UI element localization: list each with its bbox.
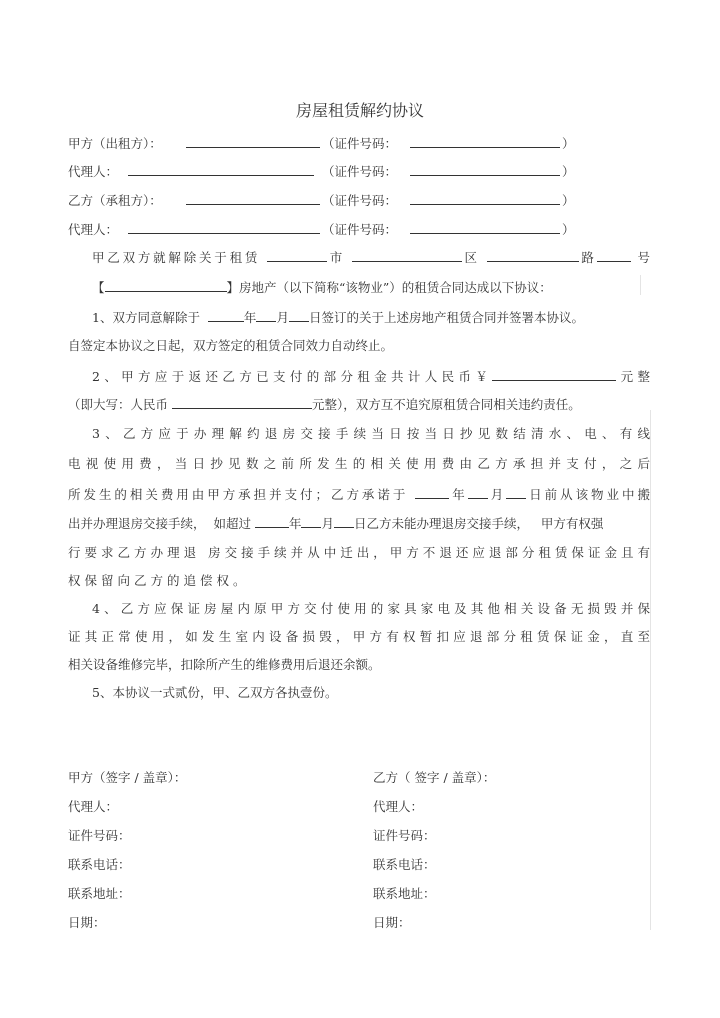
text: 甲乙双方就解除关于租赁 xyxy=(92,250,261,265)
road-field[interactable] xyxy=(487,248,579,262)
refund-amount-field[interactable] xyxy=(492,367,616,381)
text: 日前从该物业中搬 xyxy=(526,487,650,502)
month-field[interactable] xyxy=(301,514,321,528)
text: （即大写：人民币 xyxy=(68,397,169,412)
text: 年 xyxy=(288,516,302,531)
text: 日乙方未能办理退房交接手续， 甲方有权强 xyxy=(353,516,604,531)
agent-label: 代理人： xyxy=(373,799,424,814)
party-name-field[interactable] xyxy=(128,220,320,234)
text: 1、双方同意解除于 xyxy=(92,310,200,325)
day-field[interactable] xyxy=(506,485,526,499)
property-name-field[interactable] xyxy=(105,278,227,292)
id-label: （证件号码： xyxy=(322,164,398,179)
address-label: 联系地址： xyxy=(373,886,436,901)
date-label: 日期： xyxy=(373,915,411,930)
id-number-field[interactable] xyxy=(410,162,560,176)
party-name-field[interactable] xyxy=(186,134,320,148)
clause-5: 5、本协议一式贰份，甲、乙双方各执壹份。 xyxy=(92,685,338,700)
text: 月 xyxy=(321,516,334,531)
address-label: 联系地址： xyxy=(68,886,131,901)
month-field[interactable] xyxy=(468,485,488,499)
agent-label: 代理人： xyxy=(68,799,119,814)
id-number-field[interactable] xyxy=(410,191,560,205)
text: 月 xyxy=(276,310,289,325)
clause-3-line-2: 电视使用费，当日抄见数之前所发生的相关使用费由乙方承担并支付，之后 xyxy=(68,456,650,471)
clause-1-line-1 xyxy=(68,308,650,326)
party-label: 甲方（出租方）： xyxy=(68,136,162,151)
clause-3-line-5: 行要求乙方办理退 房交接手续并从中迁出，甲方不退还应退部分租赁保证金且有 xyxy=(68,545,650,560)
sign-seal-label: 甲方（签字 / 盖章）： xyxy=(68,770,187,785)
document-title: 房屋租赁解约协议 xyxy=(295,101,424,120)
margin-divider xyxy=(640,275,641,295)
district-field[interactable] xyxy=(352,248,462,262)
text: 市 xyxy=(326,250,345,265)
party-name-field[interactable] xyxy=(186,191,320,205)
text: 号 xyxy=(637,250,650,265)
clause-2-line-2 xyxy=(68,395,650,413)
close-paren: ） xyxy=(562,193,575,208)
id-number-field[interactable] xyxy=(410,134,560,148)
id-label: （证件号码： xyxy=(322,193,398,208)
city-field[interactable] xyxy=(267,248,327,262)
number-field[interactable] xyxy=(597,248,631,262)
text: 年 xyxy=(243,310,257,325)
clause-2-line-1 xyxy=(68,367,650,385)
phone-label: 联系电话： xyxy=(373,857,436,872)
text: 日签订的关于上述房地产租赁合同并签署本协议。 xyxy=(308,310,584,325)
party-label: 代理人： xyxy=(68,164,119,179)
year-field[interactable] xyxy=(415,485,449,499)
text: 路 xyxy=(578,250,597,265)
clause-3-line-4 xyxy=(68,514,650,532)
text: 元整 xyxy=(616,369,650,384)
clause-3-line-1: 3、乙方应于办理解约退房交接手续当日按当日抄见数结清水、电、有线 xyxy=(92,426,650,441)
text: 月 xyxy=(487,487,507,502)
phone-label: 联系电话： xyxy=(68,857,131,872)
clause-3-line-6: 权保留向乙方的追偿权。 xyxy=(68,573,250,588)
text: 区 xyxy=(461,250,480,265)
text: 出并办理退房交接手续， 如超过 xyxy=(68,516,251,531)
text: 2、甲方应于返还乙方已支付的部分租金共计人民币￥ xyxy=(92,369,493,384)
close-paren: ） xyxy=(562,164,575,179)
year-field[interactable] xyxy=(208,308,244,322)
text: 年 xyxy=(449,487,468,502)
text: 所发生的相关费用由甲方承担并支付；乙方承诺于 xyxy=(68,487,409,502)
day-field[interactable] xyxy=(334,514,354,528)
text: 【 xyxy=(92,280,105,295)
clause-4-line-1: 4、乙方应保证房屋内原甲方交付使用的家具家电及其他相关设备无损毁并保 xyxy=(92,601,650,616)
clause-1-line-2: 自签定本协议之日起，双方签定的租赁合同效力自动终止。 xyxy=(68,338,394,353)
party-label: 乙方（承租方）： xyxy=(68,193,162,208)
id-number-field[interactable] xyxy=(410,220,560,234)
close-paren: ） xyxy=(562,222,575,237)
id-label: （证件号码： xyxy=(322,136,398,151)
party-label: 代理人： xyxy=(68,222,119,237)
id-number-label: 证件号码： xyxy=(373,828,436,843)
refund-amount-words-field[interactable] xyxy=(172,395,312,409)
margin-divider xyxy=(650,410,651,930)
text: 】房地产（以下简称“该物业”）的租赁合同达成以下协议： xyxy=(226,280,552,295)
day-field[interactable] xyxy=(289,308,309,322)
intro-line-2 xyxy=(68,278,650,296)
date-label: 日期： xyxy=(68,915,106,930)
id-label: （证件号码： xyxy=(322,222,398,237)
clause-4-line-2: 证其正常使用，如发生室内设备损毁，甲方有权暂扣应退部分租赁保证金，直至 xyxy=(68,629,650,644)
sign-seal-label: 乙方（ 签字 / 盖章）： xyxy=(373,770,496,785)
clause-3-line-3 xyxy=(68,485,650,503)
intro-line-1 xyxy=(68,248,650,266)
id-number-label: 证件号码： xyxy=(68,828,131,843)
close-paren: ） xyxy=(562,136,575,151)
clause-4-line-3: 相关设备维修完毕，扣除所产生的维修费用后退还余额。 xyxy=(68,657,381,672)
month-field[interactable] xyxy=(256,308,276,322)
year-field[interactable] xyxy=(255,514,289,528)
text: 元整），双方互不追究原租赁合同相关违约责任。 xyxy=(312,397,581,412)
party-name-field[interactable] xyxy=(128,162,314,176)
